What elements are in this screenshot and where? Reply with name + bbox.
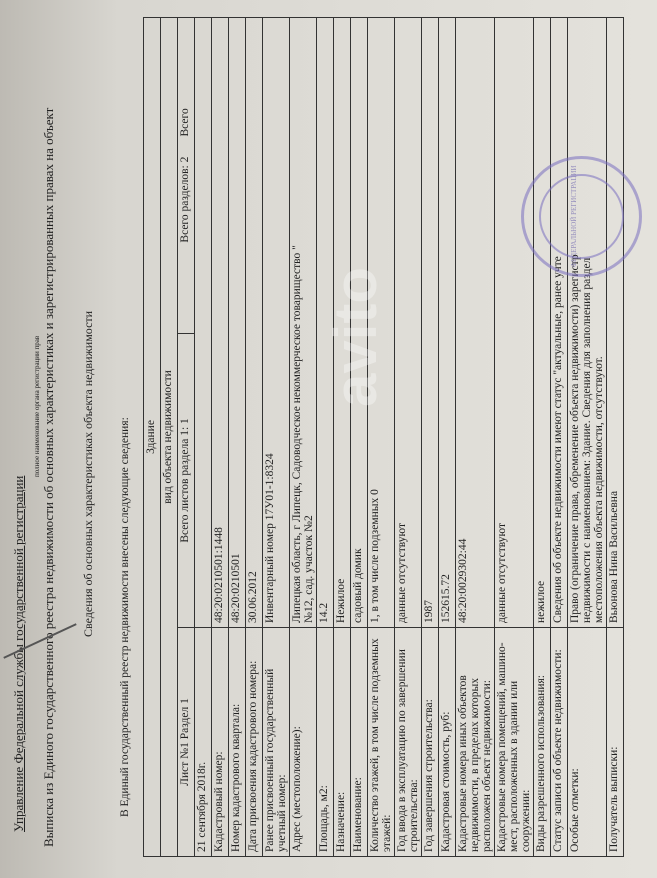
rotated-document xyxy=(1,0,657,877)
characteristics-table xyxy=(143,17,624,857)
table-row xyxy=(144,18,161,857)
table-row xyxy=(334,18,351,857)
row-value: Инвентарный номер 17У01-1:8324 xyxy=(263,18,290,628)
row-value: 1, в том числе подземных 0 xyxy=(368,18,395,628)
table-row xyxy=(395,18,422,857)
row-value: 30.06.2012 xyxy=(246,18,263,628)
row-label: Дата присвоения кадастрового номера: xyxy=(246,628,263,857)
address-line-2: №12, сад. участок №2 xyxy=(303,515,315,623)
row-label: Получатель выписки: xyxy=(607,628,624,857)
row-label: Статус записи об объекте недвижимости: xyxy=(551,628,568,857)
row-value: 152615.72 xyxy=(439,18,456,628)
table-row xyxy=(456,18,495,857)
object-type-caption: вид объекта недвижимости xyxy=(161,18,178,857)
row-value xyxy=(568,18,607,628)
table-row xyxy=(607,18,624,857)
row-value: 14.2 xyxy=(317,18,334,628)
seal-inner-ring xyxy=(539,174,624,259)
row-value: садовый домик xyxy=(351,18,368,628)
row-value xyxy=(290,18,317,628)
row-value: данные отсутствуют xyxy=(395,18,422,628)
all-label: Всего xyxy=(179,108,191,137)
row-label: Виды разрешенного использования: xyxy=(534,628,551,857)
table-row xyxy=(368,18,395,857)
notes-line-1: Право (ограничение права, обременение объекта недвижимости) зарегистр xyxy=(569,254,581,623)
table-row xyxy=(178,18,195,857)
row-label: Ранее присвоенный государственный учетный номер: xyxy=(263,628,290,857)
official-seal xyxy=(521,156,642,277)
empty-cell xyxy=(195,18,212,628)
document-title: Выписка из Единого государственного реестра недвижимости об основных характеристиках и зарегистрированных правах на объект xyxy=(41,107,56,847)
table-row xyxy=(195,18,212,857)
section-subtitle: Сведения об основных характеристиках объекта недвижимости xyxy=(81,310,95,637)
row-value: данные отсутствуют xyxy=(495,18,534,628)
intro-text: В Единый государственный реестр недвижимости внесены следующие сведения: xyxy=(119,417,131,817)
row-label: Кадастровая стоимость, руб: xyxy=(439,628,456,857)
agency-name: Управление Федеральной службы государственной регистрации xyxy=(11,475,26,832)
row-label: Адрес (местоположение): xyxy=(290,628,317,857)
table-row xyxy=(551,18,568,857)
row-label: Площадь, м2: xyxy=(317,628,334,857)
cadastral-number-value: 48:20:0210501:1448 xyxy=(212,18,229,628)
table-row xyxy=(290,18,317,857)
row-label: Наименование: xyxy=(351,628,368,857)
sections-total-text: Всего разделов: 2 xyxy=(179,156,191,243)
table-row xyxy=(351,18,368,857)
sheets-total: Всего листов раздела 1: 1 xyxy=(178,333,195,627)
row-label: Год ввода в эксплуатацию по завершении строительства: xyxy=(395,628,422,857)
row-value: Нежилое xyxy=(334,18,351,628)
date-cell: 21 сентября 2018г. xyxy=(195,628,212,857)
row-label: Год завершения строительства: xyxy=(422,628,439,857)
row-value: Вьюнова Нина Васильевна xyxy=(607,18,624,628)
row-value: 48:20:0029302:44 xyxy=(456,18,495,628)
seal-text: ФЕДЕРАЛЬНОЙ РЕГИСТРАЦИИ xyxy=(570,165,578,268)
table-row xyxy=(495,18,534,857)
row-label: Кадастровые номера иных объектов недвижимости, в пределах которых расположен объект недвижимости: xyxy=(456,628,495,857)
row-value: 1987 xyxy=(422,18,439,628)
table-row xyxy=(568,18,607,857)
watermark: avito xyxy=(322,266,389,407)
row-label: Назначение: xyxy=(334,628,351,857)
table-row xyxy=(246,18,263,857)
table-row xyxy=(161,18,178,857)
sections-total xyxy=(178,18,195,334)
cadastral-number-label: Кадастровый номер: xyxy=(212,628,229,857)
object-type-cell xyxy=(144,18,161,857)
table-row xyxy=(422,18,439,857)
table-row xyxy=(439,18,456,857)
notes-line-3: местоположения объекта недвижимости, отсутствуют. xyxy=(593,356,605,623)
table-row xyxy=(212,18,229,857)
table-row xyxy=(534,18,551,857)
object-type: Здание xyxy=(145,420,157,454)
address-line-1: Липецкая область, г Липецк, Садоводческое некоммерческое товарищество " xyxy=(291,245,303,623)
table-row xyxy=(317,18,334,857)
sheet-label: Лист №1 Раздел 1 xyxy=(178,628,195,857)
row-value: 48:20:0210501 xyxy=(229,18,246,628)
row-value: нежилое xyxy=(534,18,551,628)
row-label: Особые отметки: xyxy=(568,628,607,857)
row-label: Номер кадастрового квартала: xyxy=(229,628,246,857)
row-label: Количество этажей, в том числе подземных этажей: xyxy=(368,628,395,857)
notes-line-2: недвижимости с наименованием: Здание. Сведения для заполнения раздел xyxy=(581,257,593,623)
row-value: Сведения об объекте недвижимости имеют статус "актуальные, ранее учте xyxy=(551,18,568,628)
agency-note: полное наименование органа регистрации прав xyxy=(33,335,41,477)
table-row xyxy=(263,18,290,857)
row-label: Кадастровые номера помещений, машино-мест, расположенных в здании или сооружении: xyxy=(495,628,534,857)
table-row xyxy=(229,18,246,857)
